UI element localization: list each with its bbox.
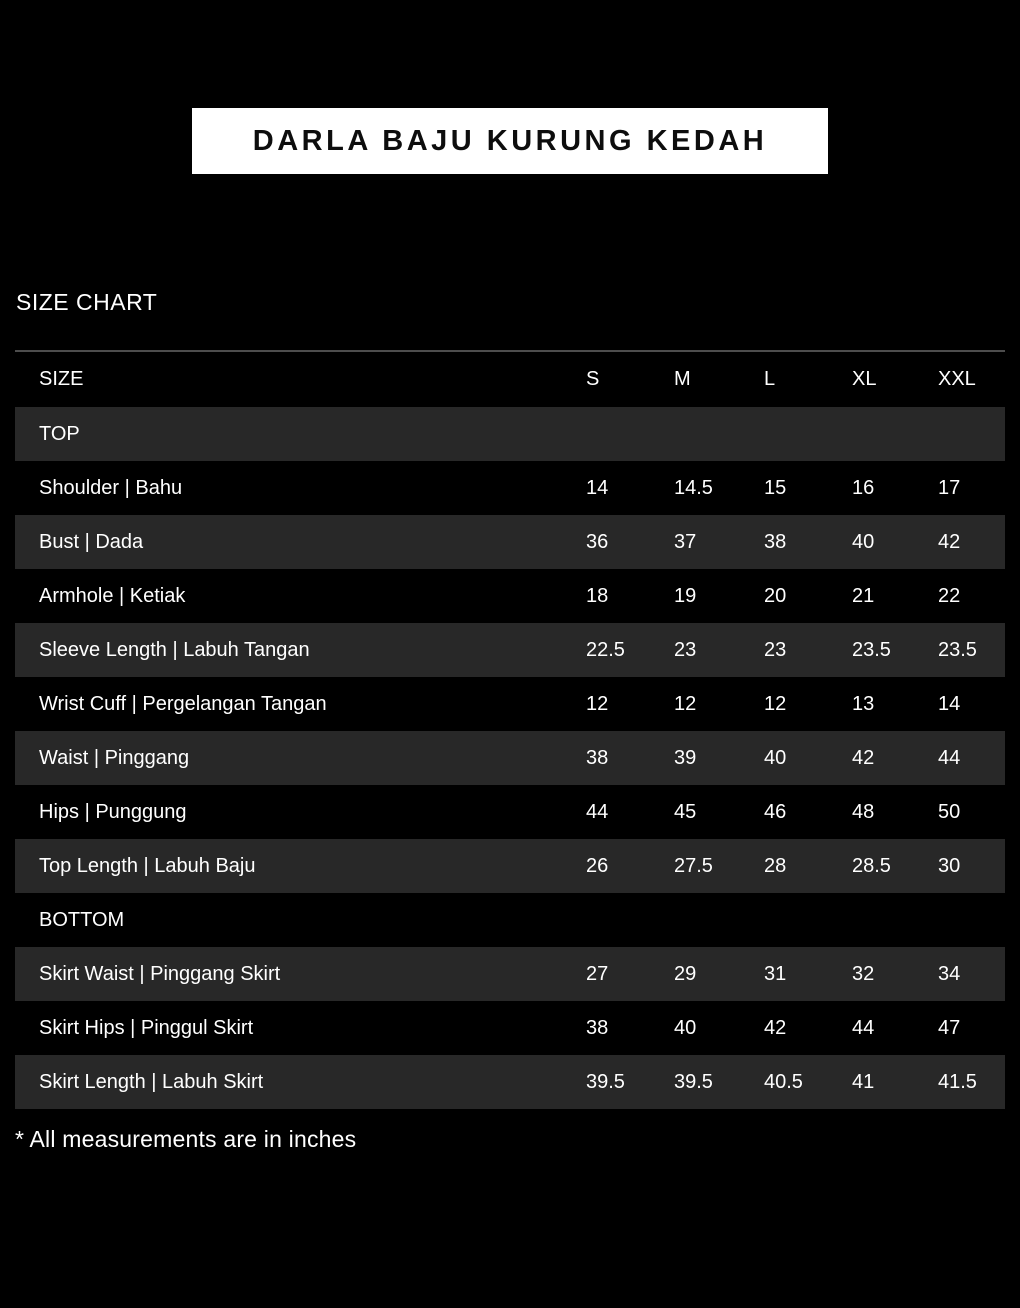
cell-value: 15 xyxy=(764,476,787,499)
table-row xyxy=(15,677,1005,731)
cell-value: 42 xyxy=(938,530,961,553)
cell-value: 48 xyxy=(852,800,875,823)
table-row xyxy=(15,947,1005,1001)
cell-value: 14 xyxy=(938,692,961,715)
section-row-bottom xyxy=(15,893,1005,947)
cell-value: 29 xyxy=(674,962,697,985)
size-chart-table xyxy=(15,350,1005,1109)
cell-value: 39.5 xyxy=(586,1070,625,1093)
table-row xyxy=(15,569,1005,623)
cell-value: 44 xyxy=(938,746,961,769)
table-row xyxy=(15,1055,1005,1109)
cell-value: 39.5 xyxy=(674,1070,713,1093)
section-label: BOTTOM xyxy=(39,908,125,931)
cell-value: 23.5 xyxy=(852,638,891,661)
cell-value: 26 xyxy=(586,854,609,877)
row-label: Shoulder | Bahu xyxy=(39,476,183,499)
row-label: Skirt Length | Labuh Skirt xyxy=(39,1070,264,1093)
cell-value: 12 xyxy=(586,692,609,715)
cell-value: 22.5 xyxy=(586,638,625,661)
column-header-l: L xyxy=(764,368,776,390)
cell-value: 34 xyxy=(938,962,961,985)
cell-value: 27.5 xyxy=(674,854,713,877)
cell-value: 45 xyxy=(674,800,697,823)
row-label: Wrist Cuff | Pergelangan Tangan xyxy=(39,692,327,715)
cell-value: 28 xyxy=(764,854,787,877)
cell-value: 23 xyxy=(764,638,787,661)
cell-value: 38 xyxy=(586,746,609,769)
column-header-size: SIZE xyxy=(39,368,84,390)
cell-value: 38 xyxy=(586,1016,609,1039)
table-row xyxy=(15,1001,1005,1055)
cell-value: 16 xyxy=(852,476,875,499)
cell-value: 32 xyxy=(852,962,875,985)
cell-value: 31 xyxy=(764,962,787,985)
table-row xyxy=(15,515,1005,569)
cell-value: 27 xyxy=(586,962,609,985)
table-row xyxy=(15,461,1005,515)
row-label: Top Length | Labuh Baju xyxy=(39,854,256,877)
cell-value: 17 xyxy=(938,476,961,499)
section-row-top xyxy=(15,407,1005,461)
row-label: Hips | Punggung xyxy=(39,800,187,823)
column-header-xxl: XXL xyxy=(938,368,976,390)
cell-value: 41 xyxy=(852,1070,875,1093)
cell-value: 44 xyxy=(852,1016,875,1039)
cell-value: 28.5 xyxy=(852,854,891,877)
cell-value: 42 xyxy=(852,746,875,769)
row-label: Waist | Pinggang xyxy=(39,746,190,769)
size-chart-heading: SIZE CHART xyxy=(16,289,158,315)
cell-value: 47 xyxy=(938,1016,961,1039)
cell-value: 40.5 xyxy=(764,1070,803,1093)
column-header-xl: XL xyxy=(852,368,877,390)
cell-value: 40 xyxy=(852,530,875,553)
cell-value: 37 xyxy=(674,530,697,553)
row-label: Skirt Waist | Pinggang Skirt xyxy=(39,962,281,985)
cell-value: 12 xyxy=(764,692,787,715)
section-label: TOP xyxy=(39,422,80,445)
cell-value: 39 xyxy=(674,746,697,769)
cell-value: 23 xyxy=(674,638,697,661)
table-row xyxy=(15,623,1005,677)
cell-value: 14 xyxy=(586,476,609,499)
product-title-banner xyxy=(192,108,828,174)
cell-value: 14.5 xyxy=(674,476,713,499)
cell-value: 38 xyxy=(764,530,787,553)
table-row xyxy=(15,839,1005,893)
table-row xyxy=(15,731,1005,785)
cell-value: 46 xyxy=(764,800,787,823)
cell-value: 13 xyxy=(852,692,875,715)
column-header-m: M xyxy=(674,368,691,390)
cell-value: 42 xyxy=(764,1016,787,1039)
cell-value: 40 xyxy=(764,746,787,769)
table-row xyxy=(15,785,1005,839)
cell-value: 41.5 xyxy=(938,1070,977,1093)
cell-value: 36 xyxy=(586,530,609,553)
row-label: Armhole | Ketiak xyxy=(39,584,186,607)
cell-value: 20 xyxy=(764,584,787,607)
row-label: Sleeve Length | Labuh Tangan xyxy=(39,638,310,661)
row-label: Bust | Dada xyxy=(39,530,144,553)
cell-value: 21 xyxy=(852,584,875,607)
cell-value: 18 xyxy=(586,584,609,607)
column-header-s: S xyxy=(586,368,600,390)
measurements-footnote: * All measurements are in inches xyxy=(15,1126,357,1152)
table-header-row xyxy=(15,351,1005,407)
cell-value: 30 xyxy=(938,854,961,877)
cell-value: 22 xyxy=(938,584,961,607)
product-title: DARLA BAJU KURUNG KEDAH xyxy=(252,125,768,157)
cell-value: 12 xyxy=(674,692,697,715)
row-label: Skirt Hips | Pinggul Skirt xyxy=(39,1016,254,1039)
cell-value: 50 xyxy=(938,800,961,823)
cell-value: 44 xyxy=(586,800,609,823)
cell-value: 23.5 xyxy=(938,638,977,661)
cell-value: 19 xyxy=(674,584,697,607)
cell-value: 40 xyxy=(674,1016,697,1039)
